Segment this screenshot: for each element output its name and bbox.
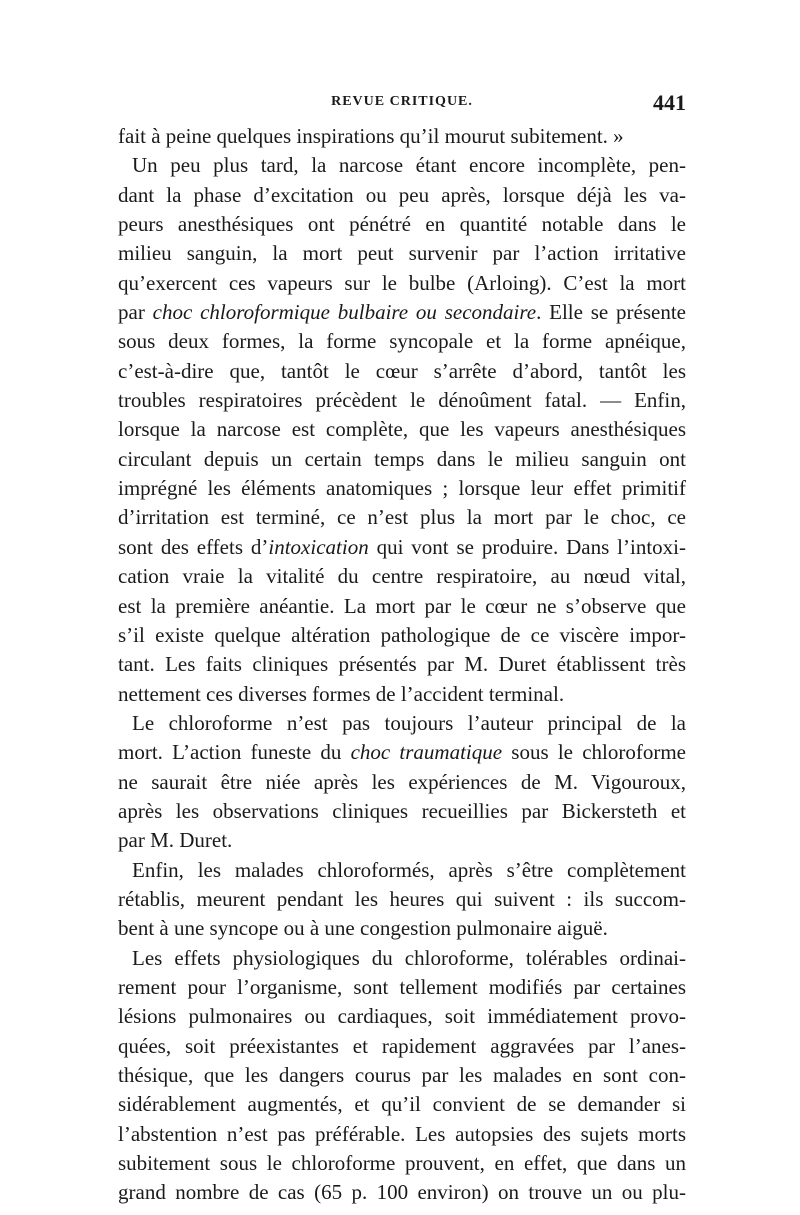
text-line: troubles respiratoires précèdent le dénoûment fatal. — Enfin, <box>118 388 686 413</box>
text-line: par M. Duret. <box>118 828 233 853</box>
text-line <box>118 738 686 767</box>
text-line: Le chloroforme n’est pas toujours l’auteur principal de la <box>132 710 686 735</box>
text-line: d’irritation est terminé, ce n’est plus la mort par le choc, ce <box>118 505 686 530</box>
text-line: fait à peine quelques inspirations qu’il mourut subitement. » <box>118 124 624 148</box>
text-line <box>118 533 686 562</box>
text-line: s’il existe quelque altération pathologique de ce viscère impor- <box>118 622 686 647</box>
text-line: grand nombre de cas (65 p. 100 environ) on trouve un ou plu- <box>118 1180 686 1205</box>
italic-term: choc chloroformique bulbaire ou secondaire <box>152 300 537 325</box>
text-line: quées, soit préexistantes et rapidement aggravées par l’anes- <box>118 1033 686 1058</box>
text-segment: sous le chloroforme <box>502 740 686 765</box>
running-title: REVUE CRITIQUE. <box>331 94 473 109</box>
body-text <box>118 122 686 1208</box>
italic-term: intoxication <box>268 534 369 559</box>
text-line: rement pour l’organisme, sont tellement modifiés par certaines <box>118 974 686 999</box>
text-line: tant. Les faits cliniques présentés par M. Duret établissent très <box>118 652 686 677</box>
text-line: bent à une syncope ou à une congestion pulmonaire aiguë. <box>118 916 608 941</box>
text-segment: . Elle se présente <box>536 300 686 325</box>
text-line: sidérablement augmentés, et qu’il convient de se demander si <box>118 1092 686 1117</box>
text-line: sous deux formes, la forme syncopale et la forme apnéique, <box>118 329 686 354</box>
text-line: thésique, que les dangers courus par les malades en sont con- <box>118 1063 686 1087</box>
text-line <box>118 298 686 327</box>
text-line: lésions pulmonaires ou cardiaques, soit immédiatement provo- <box>118 1004 686 1029</box>
text-line: Un peu plus tard, la narcose étant encore incomplète, pen- <box>132 153 686 178</box>
text-line: ne saurait être niée après les expériences de M. Vigouroux, <box>118 769 686 794</box>
text-line: l’abstention n’est pas préférable. Les autopsies des sujets morts <box>118 1121 686 1146</box>
text-line: dant la phase d’excitation ou peu après, lorsque déjà les va- <box>118 182 686 207</box>
text-line: Enfin, les malades chloroformés, après s’être complètement <box>132 857 686 882</box>
text-line: rétablis, meurent pendant les heures qui suivent : ils succom- <box>118 886 686 911</box>
text-line: imprégné les éléments anatomiques ; lorsque leur effet primitif <box>118 476 686 501</box>
text-line: peurs anesthésiques ont pénétré en quantité notable dans le <box>118 212 686 237</box>
text-line: milieu sanguin, la mort peut survenir par l’action irritative <box>118 241 686 266</box>
text-segment: par <box>118 300 153 325</box>
text-line: c’est-à-dire que, tantôt le cœur s’arrête d’abord, tantôt les <box>118 358 686 383</box>
text-line: est la première anéantie. La mort par le cœur ne s’observe que <box>118 593 686 618</box>
text-line: qu’exercent ces vapeurs sur le bulbe (Arloing). C’est la mort <box>118 270 686 295</box>
italic-term: choc traumatique <box>350 740 503 765</box>
text-segment: qui vont se produire. Dans l’intoxi- <box>368 534 686 559</box>
text-line: subitement sous le chloroforme prouvent, en effet, que dans un <box>118 1151 686 1176</box>
running-head <box>118 90 686 118</box>
text-line: cation vraie la vitalité du centre respiratoire, au nœud vital, <box>118 564 686 589</box>
text-line: circulant depuis un certain temps dans le milieu sanguin ont <box>118 446 686 471</box>
text-line: Les effets physiologiques du chloroforme, tolérables ordinai- <box>132 945 686 970</box>
text-line: après les observations cliniques recueillies par Bickersteth et <box>118 798 686 823</box>
text-line: nettement ces diverses formes de l’accident terminal. <box>118 681 565 706</box>
page-number: 441 <box>653 90 686 115</box>
text-line: lorsque la narcose est complète, que les vapeurs anesthésiques <box>118 417 686 442</box>
text-segment: sont des effets d’ <box>118 534 269 559</box>
text-segment: mort. L’action funeste du <box>118 740 351 765</box>
